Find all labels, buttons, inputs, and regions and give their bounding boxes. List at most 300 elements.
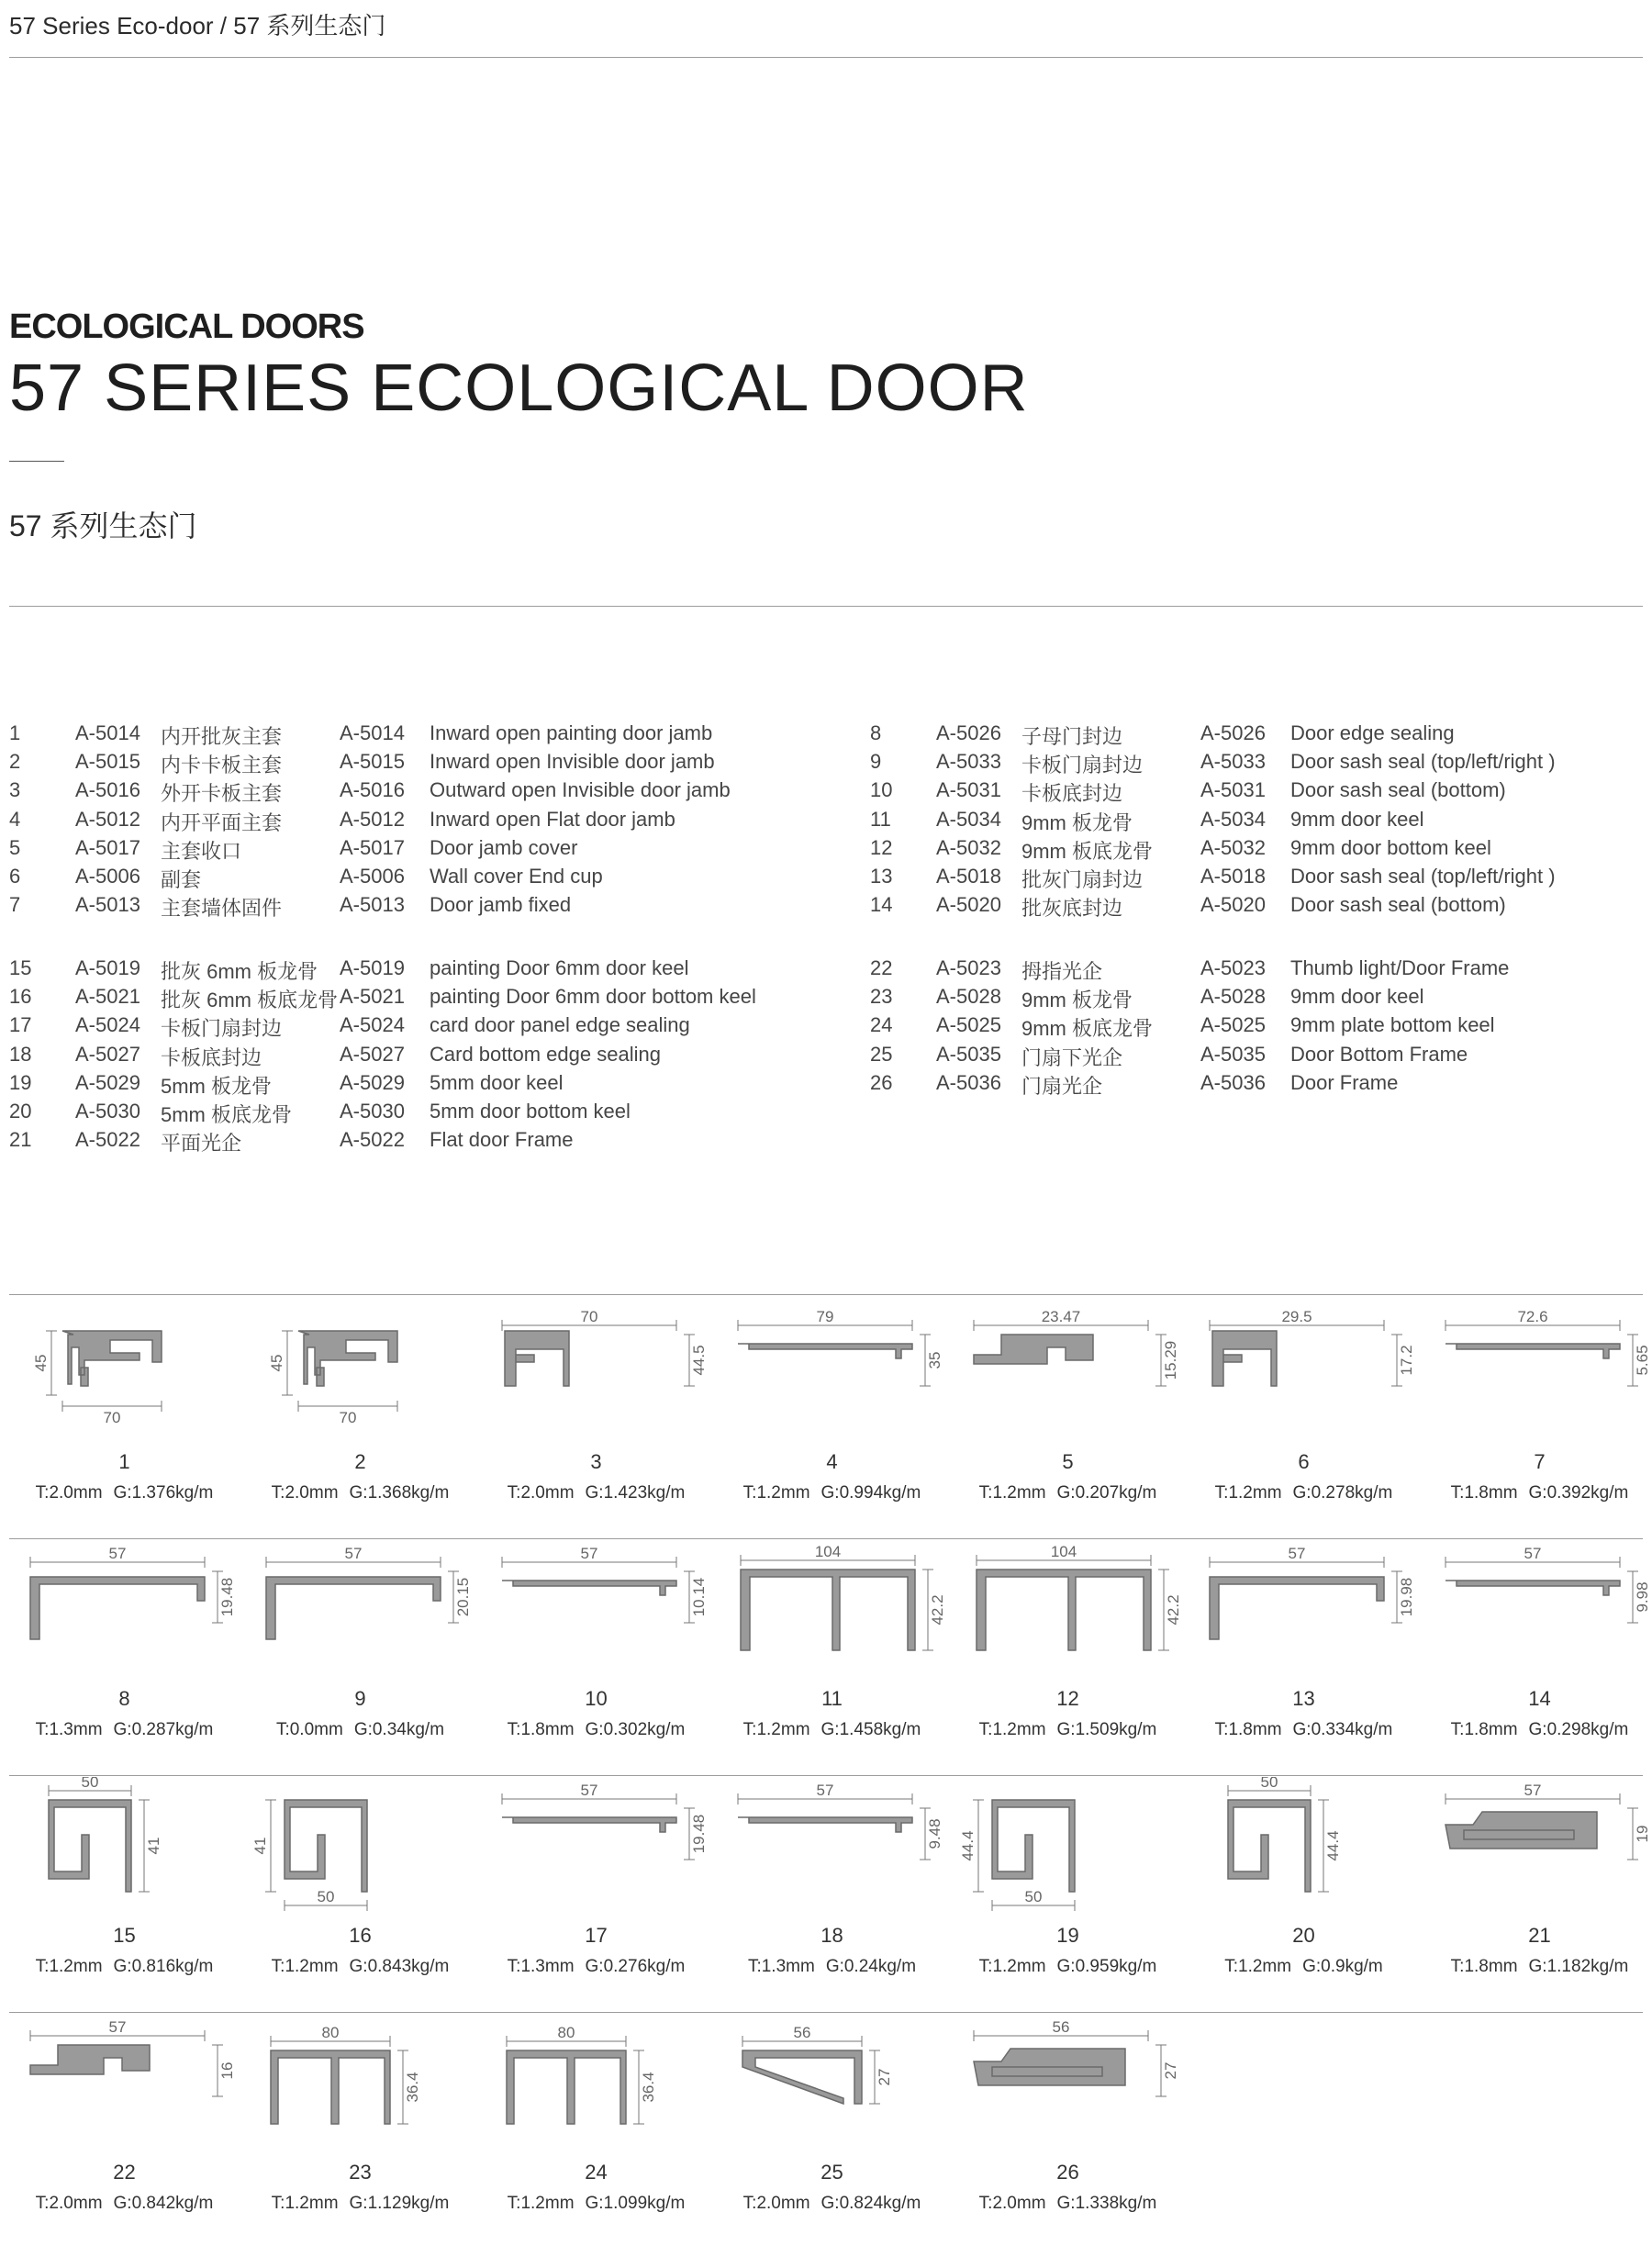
part-number: 20: [9, 1100, 32, 1123]
part-name-cn: 平面光企: [161, 1132, 242, 1156]
profile-section-shape: [266, 1577, 441, 1639]
profile-cell: [715, 1540, 949, 1760]
dimension-label: 36.4: [640, 2072, 657, 2103]
part-number: 7: [9, 893, 21, 917]
profile-specs: [243, 1483, 477, 1503]
dimension-label: 16: [218, 2061, 236, 2080]
profile-number: 9: [354, 1687, 366, 1710]
profile-number: 10: [585, 1687, 608, 1710]
dimension-label: 70: [339, 1409, 357, 1426]
profile-drawing: [715, 1303, 949, 1441]
profile-number: 23: [349, 2161, 372, 2184]
weight-value: G:1.376kg/m: [113, 1483, 214, 1503]
thickness-value: T:1.2mm: [742, 1483, 810, 1503]
dimension-label: 35: [926, 1351, 943, 1369]
part-code: A-5035: [936, 1042, 1001, 1066]
part-name-en: Thumb light/Door Frame: [1290, 956, 1510, 979]
part-number: 13: [870, 865, 893, 888]
profile-section-shape: [1446, 1344, 1620, 1358]
weight-value: G:0.843kg/m: [349, 1957, 450, 1976]
profile-cell: [479, 2014, 713, 2234]
thickness-value: T:1.3mm: [747, 1957, 815, 1976]
part-number: 2: [9, 750, 21, 774]
part-name-cn: 内开批灰主套: [161, 725, 283, 748]
dimension-label: 79: [816, 1308, 834, 1325]
weight-value: G:0.959kg/m: [1056, 1957, 1157, 1976]
part-number: 10: [870, 778, 893, 802]
profile-drawing: [243, 1777, 477, 1915]
part-name-en: 9mm plate bottom keel: [1290, 1013, 1495, 1037]
thickness-value: T:1.8mm: [1450, 1483, 1518, 1503]
dimension-label: 104: [814, 1543, 842, 1560]
profile-number: 14: [1528, 1687, 1551, 1710]
profile-cell: [7, 1777, 241, 1997]
thickness-value: T:1.8mm: [1450, 1957, 1518, 1976]
profile-drawing: [1187, 1303, 1421, 1441]
thickness-value: T:1.8mm: [1214, 1720, 1282, 1739]
part-name-cn: 内卡卡板主套: [161, 754, 283, 777]
part-number: 16: [9, 985, 32, 1009]
dimension-label: 41: [145, 1837, 162, 1855]
profile-specs: [479, 1483, 713, 1503]
profile-section-shape: [974, 2049, 1125, 2085]
part-number: 8: [870, 721, 882, 744]
profile-section-shape: [285, 1800, 367, 1892]
part-code: A-5029: [75, 1070, 140, 1094]
dimension-label: 20.15: [454, 1577, 472, 1617]
part-name-cn: 批灰底封边: [1021, 897, 1123, 921]
dimension-label: 80: [321, 2024, 340, 2041]
profile-section-shape: [742, 2050, 862, 2104]
part-name-en: card door panel edge sealing: [430, 1013, 690, 1037]
dimension-label: 42.2: [929, 1594, 946, 1626]
part-name-cn: 主套墙体固件: [161, 897, 283, 921]
profile-specs: [243, 1720, 477, 1740]
part-code-alt: A-5021: [340, 985, 405, 1009]
profile-number: 24: [585, 2161, 608, 2184]
part-code-alt: A-5033: [1200, 750, 1266, 774]
profile-cell: [951, 1540, 1185, 1760]
part-code: A-5020: [936, 893, 1001, 917]
profile-drawing: [243, 2014, 477, 2151]
profile-cell: [243, 2014, 477, 2234]
dimension-label: 9.48: [926, 1818, 943, 1849]
dimension-label: 57: [580, 1782, 598, 1799]
part-name-cn: 副套: [161, 868, 202, 891]
profile-drawing: [1423, 1777, 1652, 1915]
part-code: A-5027: [75, 1042, 140, 1066]
profile-number: 25: [820, 2161, 843, 2184]
weight-value: G:0.278kg/m: [1292, 1483, 1393, 1503]
part-name-cn: 5mm 板底龙骨: [161, 1103, 293, 1126]
part-code: A-5019: [75, 956, 140, 979]
dimension-label: 50: [317, 1888, 335, 1905]
profile-specs: [243, 2194, 477, 2214]
part-number: 21: [9, 1128, 32, 1152]
profile-drawing: [951, 1777, 1185, 1915]
part-code-alt: A-5031: [1200, 778, 1266, 802]
part-code-alt: A-5022: [340, 1128, 405, 1152]
profile-specs: [7, 2194, 241, 2214]
part-code-alt: A-5013: [340, 893, 405, 917]
profile-cell: [951, 2014, 1185, 2234]
title-underline: [9, 461, 64, 462]
profile-number: 13: [1292, 1687, 1315, 1710]
dimension-label: 57: [816, 1782, 834, 1799]
part-name-cn: 批灰 6mm 板底龙骨: [161, 989, 339, 1012]
thickness-value: T:1.2mm: [978, 1720, 1046, 1739]
part-name-en: Inward open painting door jamb: [430, 721, 713, 744]
dimension-label: 9.98: [1634, 1581, 1651, 1613]
part-code: A-5033: [936, 750, 1001, 774]
dimension-label: 57: [344, 1545, 363, 1562]
profile-number: 16: [349, 1924, 372, 1947]
part-code-alt: A-5024: [340, 1013, 405, 1037]
profile-drawing: [1187, 1777, 1421, 1915]
part-number: 18: [9, 1042, 32, 1066]
profile-specs: [7, 1957, 241, 1977]
weight-value: G:0.334kg/m: [1292, 1720, 1393, 1739]
profile-number: 3: [590, 1450, 602, 1473]
part-code-alt: A-5019: [340, 956, 405, 979]
weight-value: G:1.338kg/m: [1056, 2194, 1157, 2213]
dimension-label: 57: [1524, 1782, 1542, 1799]
weight-value: G:0.994kg/m: [820, 1483, 921, 1503]
part-name-en: 9mm door keel: [1290, 985, 1424, 1009]
part-name-en: Door jamb cover: [430, 835, 578, 859]
profile-drawing: [7, 1303, 241, 1441]
part-number: 17: [9, 1013, 32, 1037]
profile-drawing: [7, 1540, 241, 1678]
part-number: 23: [870, 985, 893, 1009]
profile-specs: [1187, 1720, 1421, 1740]
part-name-en: Door sash seal (bottom): [1290, 778, 1506, 802]
part-name-cn: 门扇光企: [1021, 1074, 1103, 1098]
part-name-cn: 卡板底封边: [1021, 782, 1123, 806]
weight-value: G:1.368kg/m: [349, 1483, 450, 1503]
part-name-en: Door sash seal (top/left/right ): [1290, 750, 1556, 774]
dimension-label: 57: [1524, 1545, 1542, 1562]
part-code: A-5036: [936, 1070, 1001, 1094]
profile-section-shape: [502, 1817, 676, 1832]
dimension-label: 70: [580, 1308, 598, 1325]
thickness-value: T:1.2mm: [1224, 1957, 1292, 1976]
thickness-value: T:1.2mm: [271, 2194, 339, 2213]
profile-specs: [479, 1957, 713, 1977]
profile-number: 18: [820, 1924, 843, 1947]
dimension-label: 17.2: [1398, 1345, 1415, 1376]
profile-drawing: [951, 1540, 1185, 1678]
profile-cell: [1423, 1540, 1652, 1760]
profile-drawing: [715, 1540, 949, 1678]
profile-number: 21: [1528, 1924, 1551, 1947]
part-code-alt: A-5012: [340, 807, 405, 831]
row-divider: [9, 1538, 1643, 1539]
profile-number: 1: [118, 1450, 130, 1473]
part-code: A-5023: [936, 956, 1001, 979]
part-name-cn: 卡板门扇封边: [161, 1017, 283, 1041]
part-number: 25: [870, 1042, 893, 1066]
part-name-en: Door sash seal (bottom): [1290, 893, 1506, 917]
profile-cell: [243, 1540, 477, 1760]
thickness-value: T:2.0mm: [271, 1483, 339, 1503]
profile-cell: [479, 1303, 713, 1524]
dimension-label: 19.48: [690, 1814, 708, 1854]
part-name-cn: 内开平面主套: [161, 810, 283, 834]
dimension-label: 57: [108, 2018, 127, 2036]
weight-value: G:0.24kg/m: [825, 1957, 917, 1976]
part-name-cn: 5mm 板龙骨: [161, 1074, 273, 1098]
profile-specs: [951, 1483, 1185, 1503]
part-code: A-5006: [75, 865, 140, 888]
thickness-value: T:0.0mm: [275, 1720, 343, 1739]
profile-section-shape: [271, 2050, 390, 2124]
part-code-alt: A-5036: [1200, 1070, 1266, 1094]
profile-cell: [243, 1303, 477, 1524]
profile-section-shape: [30, 2045, 150, 2074]
thickness-value: T:1.2mm: [1214, 1483, 1282, 1503]
thickness-value: T:1.2mm: [35, 1957, 103, 1976]
dimension-label: 57: [1288, 1545, 1306, 1562]
part-number: 19: [9, 1070, 32, 1094]
part-code-alt: A-5027: [340, 1042, 405, 1066]
profile-cell: [1423, 1777, 1652, 1997]
profile-cell: [7, 1303, 241, 1524]
part-number: 26: [870, 1070, 893, 1094]
weight-value: G:1.129kg/m: [349, 2194, 450, 2213]
dimension-label: 36.4: [404, 2072, 421, 2103]
profile-section-shape: [62, 1331, 162, 1386]
profile-number: 4: [826, 1450, 838, 1473]
part-code-alt: A-5035: [1200, 1042, 1266, 1066]
profile-number: 5: [1062, 1450, 1074, 1473]
profile-section-shape: [738, 1817, 912, 1832]
profile-drawing: [951, 1303, 1185, 1441]
part-name-cn: 外开卡板主套: [161, 782, 283, 806]
profile-drawing: [243, 1303, 477, 1441]
part-code: A-5018: [936, 865, 1001, 888]
weight-value: G:1.423kg/m: [585, 1483, 686, 1503]
profile-drawing: [7, 1777, 241, 1915]
part-name-cn: 卡板门扇封边: [1021, 754, 1144, 777]
part-name-en: Door jamb fixed: [430, 893, 572, 917]
thickness-value: T:2.0mm: [35, 1483, 103, 1503]
dimension-label: 50: [1260, 1777, 1278, 1791]
weight-value: G:0.816kg/m: [113, 1957, 214, 1976]
thickness-value: T:2.0mm: [978, 2194, 1046, 2213]
profile-cell: [479, 1540, 713, 1760]
part-name-cn: 9mm 板底龙骨: [1021, 1017, 1154, 1041]
part-code: A-5016: [75, 778, 140, 802]
part-code-alt: A-5028: [1200, 985, 1266, 1009]
profile-specs: [1423, 1483, 1652, 1503]
intro-divider: [9, 606, 1643, 607]
part-name-en: painting Door 6mm door bottom keel: [430, 985, 756, 1009]
profile-drawing: [479, 1540, 713, 1678]
part-code: A-5015: [75, 750, 140, 774]
thickness-value: T:1.2mm: [978, 1483, 1046, 1503]
part-name-en: Wall cover End cup: [430, 865, 603, 888]
profile-number: 17: [585, 1924, 608, 1947]
part-name-cn: 批灰 6mm 板龙骨: [161, 960, 318, 983]
profile-section-shape: [502, 1581, 676, 1595]
part-name-cn: 主套收口: [161, 839, 242, 863]
part-code: A-5032: [936, 835, 1001, 859]
profile-drawing: [1423, 1303, 1652, 1441]
row-divider: [9, 1775, 1643, 1776]
part-name-cn: 9mm 板底龙骨: [1021, 839, 1154, 863]
part-code-alt: A-5029: [340, 1070, 405, 1094]
weight-value: G:0.207kg/m: [1056, 1483, 1157, 1503]
part-code-alt: A-5026: [1200, 721, 1266, 744]
part-code-alt: A-5018: [1200, 865, 1266, 888]
part-name-en: Inward open Invisible door jamb: [430, 750, 715, 774]
part-number: 22: [870, 956, 893, 979]
profile-specs: [951, 1957, 1185, 1977]
thickness-value: T:1.2mm: [978, 1957, 1046, 1976]
profile-number: 12: [1056, 1687, 1079, 1710]
dimension-label: 45: [268, 1354, 285, 1372]
profile-number: 26: [1056, 2161, 1079, 2184]
thickness-value: T:1.3mm: [507, 1957, 575, 1976]
profile-specs: [715, 1957, 949, 1977]
profile-number: 11: [821, 1687, 843, 1710]
dimension-label: 104: [1050, 1543, 1077, 1560]
part-number: 3: [9, 778, 21, 802]
profile-specs: [715, 1483, 949, 1503]
dimension-label: 19.48: [218, 1577, 236, 1617]
dimension-label: 41: [251, 1837, 269, 1855]
profile-cell: [715, 1303, 949, 1524]
profile-cell: [243, 1777, 477, 1997]
dimension-label: 5.65: [1634, 1345, 1651, 1376]
weight-value: G:1.509kg/m: [1056, 1720, 1157, 1739]
part-number: 1: [9, 721, 21, 744]
part-code-alt: A-5023: [1200, 956, 1266, 979]
profile-drawing: [715, 1777, 949, 1915]
part-code: A-5031: [936, 778, 1001, 802]
part-name-en: Door Frame: [1290, 1070, 1399, 1094]
part-code-alt: A-5030: [340, 1100, 405, 1123]
part-code-alt: A-5016: [340, 778, 405, 802]
part-name-en: 5mm door keel: [430, 1070, 564, 1094]
thickness-value: T:1.2mm: [742, 1720, 810, 1739]
thickness-value: T:1.8mm: [1450, 1720, 1518, 1739]
part-number: 11: [870, 807, 891, 831]
part-name-cn: 卡板底封边: [161, 1045, 262, 1069]
thickness-value: T:1.8mm: [507, 1720, 575, 1739]
profile-number: 7: [1534, 1450, 1546, 1473]
dimension-label: 50: [81, 1777, 99, 1791]
part-code: A-5014: [75, 721, 140, 744]
part-name-cn: 子母门封边: [1021, 725, 1123, 748]
profile-section-shape: [1446, 1581, 1620, 1595]
profile-number: 6: [1298, 1450, 1310, 1473]
part-name-en: Card bottom edge sealing: [430, 1042, 661, 1066]
dimension-label: 56: [1052, 2018, 1070, 2036]
dimension-label: 56: [793, 2024, 811, 2041]
weight-value: G:0.842kg/m: [113, 2194, 214, 2213]
part-number: 5: [9, 835, 21, 859]
part-number: 14: [870, 893, 893, 917]
dimension-label: 45: [32, 1354, 50, 1372]
profile-specs: [1187, 1957, 1421, 1977]
profile-section-shape: [49, 1800, 131, 1892]
profile-drawing: [7, 2014, 241, 2151]
profile-specs: [1423, 1720, 1652, 1740]
thickness-value: T:1.2mm: [271, 1957, 339, 1976]
part-code: A-5021: [75, 985, 140, 1009]
profile-section-shape: [977, 1570, 1151, 1650]
profile-section-shape: [1210, 1577, 1384, 1639]
profile-drawing: [951, 2014, 1185, 2151]
profile-cell: [715, 1777, 949, 1997]
dimension-label: 29.5: [1281, 1308, 1312, 1325]
profiles-divider: [9, 1294, 1643, 1295]
profile-section-shape: [741, 1570, 915, 1650]
part-name-en: 9mm door keel: [1290, 807, 1424, 831]
part-code-alt: A-5025: [1200, 1013, 1266, 1037]
profile-specs: [951, 2194, 1185, 2214]
profile-cell: [1187, 1303, 1421, 1524]
page-subtitle: 57 系列生态门: [9, 509, 197, 542]
weight-value: G:0.298kg/m: [1528, 1720, 1629, 1739]
part-name-cn: 拇指光企: [1021, 960, 1103, 983]
profile-specs: [7, 1483, 241, 1503]
dimension-label: 80: [557, 2024, 575, 2041]
profile-drawing: [479, 2014, 713, 2151]
part-code-alt: A-5032: [1200, 835, 1266, 859]
dimension-label: 70: [103, 1409, 121, 1426]
part-number: 9: [870, 750, 882, 774]
dimension-label: 50: [1024, 1888, 1043, 1905]
profile-section-shape: [1228, 1800, 1311, 1892]
weight-value: G:1.099kg/m: [585, 2194, 686, 2213]
profile-specs: [951, 1720, 1185, 1740]
part-code: A-5013: [75, 893, 140, 917]
profile-specs: [7, 1720, 241, 1740]
part-name-en: Door Bottom Frame: [1290, 1042, 1468, 1066]
dimension-label: 19.98: [1398, 1577, 1415, 1617]
dimension-label: 23.47: [1041, 1308, 1081, 1325]
profile-section-shape: [974, 1335, 1093, 1364]
thickness-value: T:1.3mm: [35, 1720, 103, 1739]
thickness-value: T:1.2mm: [507, 2194, 575, 2213]
profile-number: 20: [1292, 1924, 1315, 1947]
profile-specs: [715, 2194, 949, 2214]
part-name-cn: 门扇下光企: [1021, 1045, 1123, 1069]
profile-cell: [951, 1777, 1185, 1997]
profile-drawing: [715, 2014, 949, 2151]
part-code: A-5017: [75, 835, 140, 859]
part-code: A-5030: [75, 1100, 140, 1123]
part-name-en: Inward open Flat door jamb: [430, 807, 675, 831]
weight-value: G:0.276kg/m: [585, 1957, 686, 1976]
profile-number: 2: [354, 1450, 366, 1473]
profile-cell: [7, 2014, 241, 2234]
part-number: 12: [870, 835, 893, 859]
profile-specs: [479, 1720, 713, 1740]
part-code: A-5025: [936, 1013, 1001, 1037]
dimension-label: 27: [1162, 2061, 1179, 2080]
dimension-label: 72.6: [1517, 1308, 1548, 1325]
profile-specs: [1187, 1483, 1421, 1503]
profile-section-shape: [992, 1800, 1075, 1892]
profile-specs: [243, 1957, 477, 1977]
page-title: 57 SERIES ECOLOGICAL DOOR: [9, 352, 1029, 425]
part-name-cn: 9mm 板龙骨: [1021, 989, 1133, 1012]
profile-drawing: [1187, 1540, 1421, 1678]
